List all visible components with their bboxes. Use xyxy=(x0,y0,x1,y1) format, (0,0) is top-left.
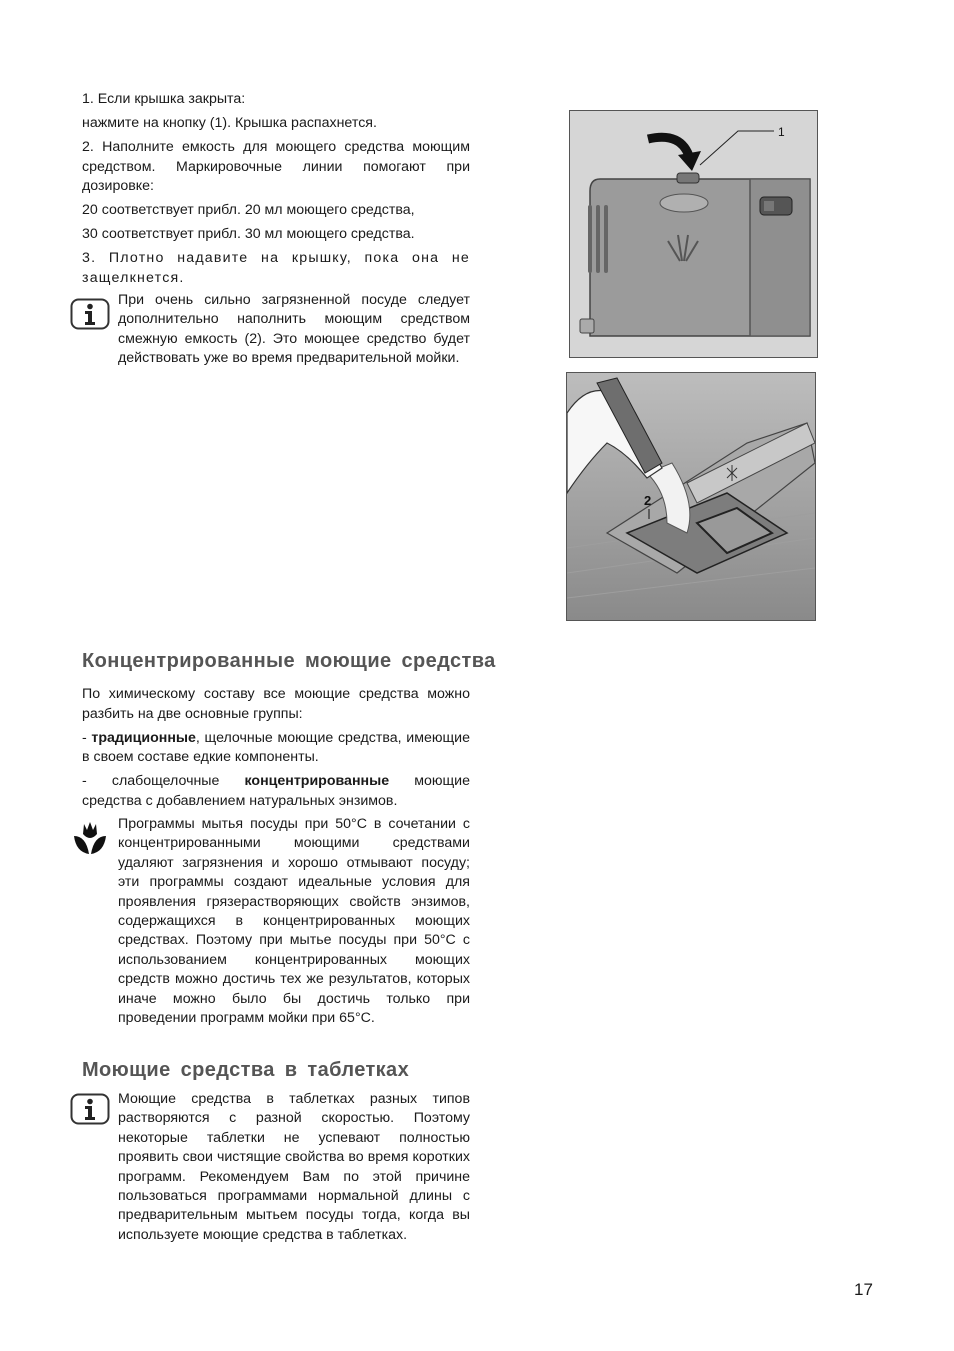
step3-text: 3. Плотно надавите на крышку, пока она не защелкнется. xyxy=(82,250,470,286)
step2-mark-30: 30 соответствует прибл. 30 мл моющего средства. xyxy=(82,226,415,242)
note-tablets: Моющие средства в таблетках разных типов растворяются с разной скоростью. Поэтому некоторые таблетки не успевают полностью проявить свои чистящие свойства во время коротких программ. Рекомендуем Вам по этой причине пользоваться программами нормальной длины с предварительным мытьем посуды тогда, когда вы используете моющие средства в таблетках. xyxy=(118,1091,470,1243)
section-heading-concentrated: Концентрированные моющие средства xyxy=(82,650,496,672)
step2-mark-20: 20 соответствует прибл. 20 мл моющего средства, xyxy=(82,202,415,218)
note-environment: Программы мытья посуды при 50°C в сочетании с концентрированными моющими средствами удаляют загрязнения и хорошо отмывают посуду; эти программы создают идеальные условия для проявления грязерастворяющих свойств энзимов, содержащихся в концентрированных моющих средствах. Поэтому при мытье посуды при 50°C с использованием концентрированных моющих средств можно достичь тех же результатов, которых иначе можно было бы достичь только при проведении программ мойки при 65°C. xyxy=(118,816,470,1027)
info-icon xyxy=(70,1093,110,1130)
step2-text: 2. Наполните емкость для моющего средства моющим средством. Маркировочные линии помогают при дозировке: xyxy=(82,139,470,194)
page-number: 17 xyxy=(854,1280,873,1299)
section-heading-tablets: Моющие средства в таблетках xyxy=(82,1059,410,1081)
step1-text: нажмите на кнопку (1). Крышка распахнется. xyxy=(82,115,377,131)
note-prewash: При очень сильно загрязненной посуде следует дополнительно наполнить моющим средством смежную емкость (2). Это моющее средство будет действовать уже во время предварительной мойки. xyxy=(118,292,470,367)
steps-block xyxy=(82,90,470,293)
concentrated-item-1: - традиционные, щелочные моющие средства, имеющие в своем составе едкие компоненты. xyxy=(82,729,470,765)
step1-title: 1. Если крышка закрыта: xyxy=(82,91,246,107)
concentrated-intro: По химическому составу все моющие средства можно разбить на две основные группы: xyxy=(82,686,470,722)
info-icon xyxy=(70,298,110,335)
environment-flower-icon xyxy=(72,820,108,863)
figure-filling-detergent xyxy=(566,372,816,621)
callout-1: 1 xyxy=(778,125,785,139)
concentrated-item-2: - слабощелочные концентрированные моющие средства с добавлением натуральных энзимов. xyxy=(82,773,470,809)
figure-dispenser-lid xyxy=(569,110,818,358)
concentrated-block xyxy=(82,685,470,816)
callout-2: 2 xyxy=(644,493,652,508)
